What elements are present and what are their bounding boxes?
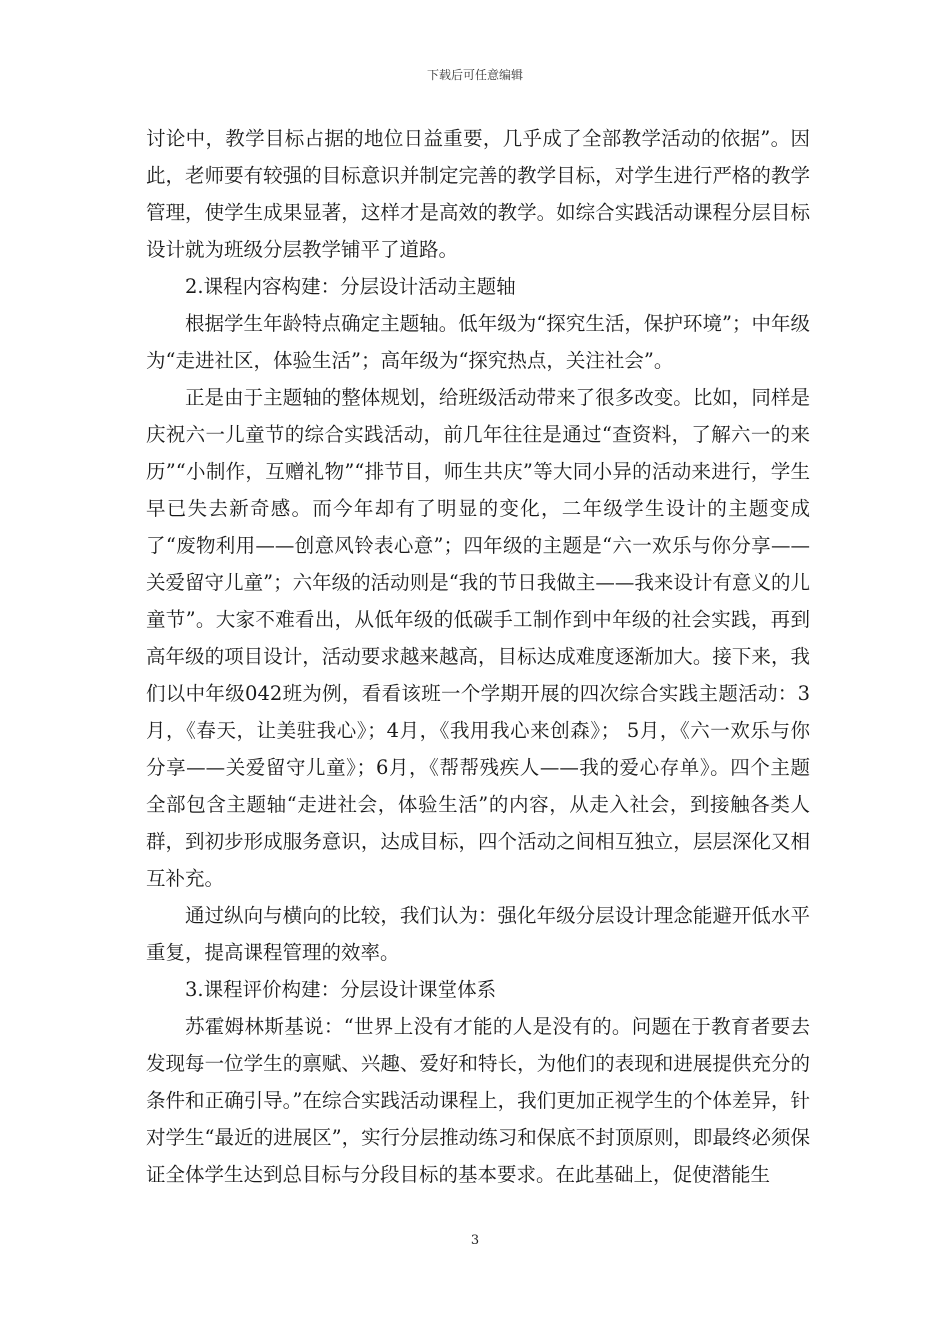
section-heading-course-evaluation: 3.课程评价构建：分层设计课堂体系 (185, 978, 497, 1001)
paragraph-comparison: 通过纵向与横向的比较，我们认为：强化年级分层设计理念能避开低水平重复，提高课程管理的效率。 (146, 904, 810, 964)
paragraph-sukhomlinsky-quote: 苏霍姆林斯基说：“世界上没有才能的人是没有的。问题在于教育者要去发现每一位学生的禀赋、兴趣、爱好和特长，为他们的表现和进展提供充分的条件和正确引导。”在综合实践活动课程上，我们更加正视学生的个体差异，针对学生“最近的进展区”，实行分层推动练习和保底不封顶原则，即最终必须保证全体学生达到总目标与分段目标的基本要求。在此基础上，促使潜能生 (146, 1015, 810, 1186)
document-body (146, 120, 810, 1193)
page-header: 下载后可任意编辑 (426, 68, 523, 82)
section-heading-course-content: 2.课程内容构建：分层设计活动主题轴 (185, 275, 516, 298)
paragraph-continuation: 讨论中，教学目标占据的地位日益重要，几乎成了全部教学活动的依据”。因此，老师要有较强的目标意识并制定完善的教学目标，对学生进行严格的教学管理，使学生成果显著，这样才是高效的教学。如综合实践活动课程分层目标设计就为班级分层教学铺平了道路。 (146, 127, 810, 261)
page-number: 3 (470, 1233, 480, 1248)
paragraph-theme-axis: 根据学生年龄特点确定主题轴。低年级为“探究生活，保护环境”；中年级为“走进社区，体验生活”；高年级为“探究热点，关注社会”。 (146, 312, 810, 372)
paragraph-planning-example: 正是由于主题轴的整体规划，给班级活动带来了很多改变。比如，同样是庆祝六一儿童节的综合实践活动，前几年往往是通过“查资料，了解六一的来历”“小制作，互赠礼物”“排节目，师生共庆”等大同小异的活动来进行，学生早已失去新奇感。而今年却有了明显的变化，二年级学生设计的主题变成了“废物利用——创意风铃表心意”；四年级的主题是“六一欢乐与你分享——关爱留守儿童”；六年级的活动则是“我的节日我做主——我来设计有意义的儿童节”。大家不难看出，从低年级的低碳手工制作到中年级的社会实践，再到高年级的项目设计，活动要求越来越高，目标达成难度逐渐加大。接下来，我们以中年级042班为例，看看该班一个学期开展的四次综合实践主题活动：3月，《春天，让美驻我心》；4月，《我用我心来创森》； 5月，《六一欢乐与你分享——关爱留守儿童》；6月，《帮帮残疾人——我的爱心存单》。四个主题全部包含主题轴“走进社会，体验生活”的内容，从走入社会，到接触各类人群，到初步形成服务意识，达成目标，四个活动之间相互独立，层层深化又相互补充。 (146, 386, 810, 890)
